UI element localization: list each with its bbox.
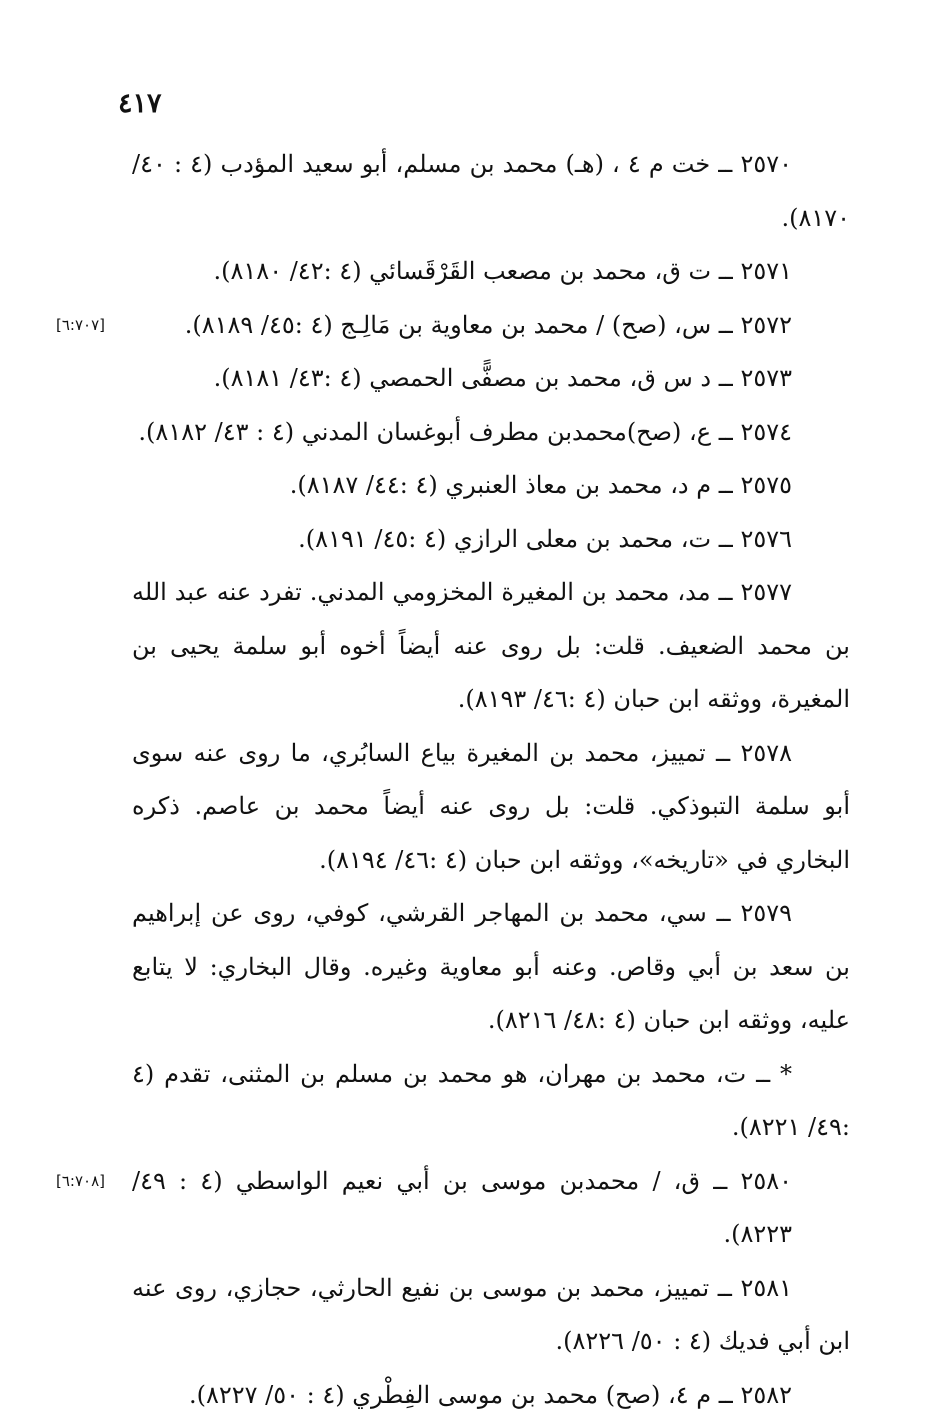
entry-text: ٢٥٧٣ ــ د س ق، محمد بن مصفًّى الحمصي (٤ :٤٣/ ٨١٨١). bbox=[214, 364, 792, 392]
entry-text: ٢٥٨٢ ــ م ٤، (صح) محمد بن موسى الفِطْري (٤ : ٥٠/ ٨٢٢٧). bbox=[189, 1381, 792, 1409]
entry-text: ٢٥٧٨ ــ تمييز، محمد بن المغيرة بياع السابُري، ما روى عنه سوى أبو سلمة التبوذكي. قلت: بل روى عنه أيضاً محمد بن عاصم. ذكره البخاري في «تاريخه»، ووثقه ابن حبان (٤ :٤٦/ ٨١٩٤). bbox=[132, 739, 850, 874]
entry-2572 bbox=[132, 299, 850, 353]
entries-list bbox=[132, 138, 850, 1422]
entry-text: ٢٥٧١ ــ ت ق، محمد بن مصعب القَرْقَسائي (٤ :٤٢/ ٨١٨٠). bbox=[214, 257, 792, 285]
entry-2575 bbox=[132, 459, 850, 513]
entry-text: ٢٥٨٠ ــ ق، / محمدبن موسى بن أبي نعيم الواسطي (٤ : ٤٩/ ٨٢٢٣). bbox=[132, 1167, 792, 1249]
marginal-page-reference: [٦:٧٠٨] bbox=[56, 1155, 105, 1209]
entry-text: ٢٥٧٤ ــ ع، (صح)محمدبن مطرف أبوغسان المدني (٤ : ٤٣/ ٨١٨٢). bbox=[138, 418, 792, 446]
entry-text: * ــ ت، محمد بن مهران، هو محمد بن مسلم بن المثنى، تقدم (٤ :٤٩/ ٨٢٢١). bbox=[132, 1060, 850, 1142]
entry-2578 bbox=[132, 727, 850, 888]
marginal-page-reference: [٦:٧٠٧] bbox=[56, 299, 105, 353]
entry-text: ٢٥٧٦ ــ ت، محمد بن معلى الرازي (٤ :٤٥/ ٨١٩١). bbox=[298, 525, 792, 553]
entry-text: ٢٥٧٢ ــ س، (صح) / محمد بن معاوية بن مَالِـج (٤ :٤٥/ ٨١٨٩). bbox=[185, 311, 792, 339]
entry-text: ٢٥٧٥ ــ م د، محمد بن معاذ العنبري (٤ :٤٤/ ٨١٨٧). bbox=[290, 471, 792, 499]
entry-text: ٢٥٧٩ ــ سي، محمد بن المهاجر القرشي، كوفي، روى عن إبراهيم بن سعد بن أبي وقاص. وعنه أبو معاوية وغيره. وقال البخاري: لا يتابع عليه، ووثقه ابن حبان (٤ :٤٨/ ٨٢١٦). bbox=[132, 899, 850, 1034]
entry-2574 bbox=[132, 406, 850, 460]
entry-2570 bbox=[132, 138, 850, 245]
entry-2582 bbox=[132, 1369, 850, 1422]
entry-2579 bbox=[132, 887, 850, 1048]
entry-2573 bbox=[132, 352, 850, 406]
page-number: ٤١٧ bbox=[118, 88, 162, 119]
entry-text: ٢٥٨١ ــ تمييز، محمد بن موسى بن نفيع الحارثي، حجازي، روى عنه ابن أبي فديك (٤ : ٥٠/ ٨٢٢٦). bbox=[132, 1274, 850, 1356]
entry-2571 bbox=[132, 245, 850, 299]
entry-text: ٢٥٧٧ ــ مد، محمد بن المغيرة المخزومي المدني. تفرد عنه عبد الله بن محمد الضعيف. قلت: بل روى عنه أيضاً أخوه أبو سلمة يحيى بن المغيرة، ووثقه ابن حبان (٤ :٤٦/ ٨١٩٣). bbox=[132, 578, 850, 713]
entry-2576 bbox=[132, 513, 850, 567]
entry-2577 bbox=[132, 566, 850, 727]
entry-star bbox=[132, 1048, 850, 1155]
entry-2580 bbox=[132, 1155, 850, 1262]
entry-text: ٢٥٧٠ ــ خت م ٤ ، (هـ) محمد بن مسلم، أبو سعيد المؤدب (٤ : ٤٠/ ٨١٧٠). bbox=[132, 150, 850, 232]
entry-2581 bbox=[132, 1262, 850, 1369]
